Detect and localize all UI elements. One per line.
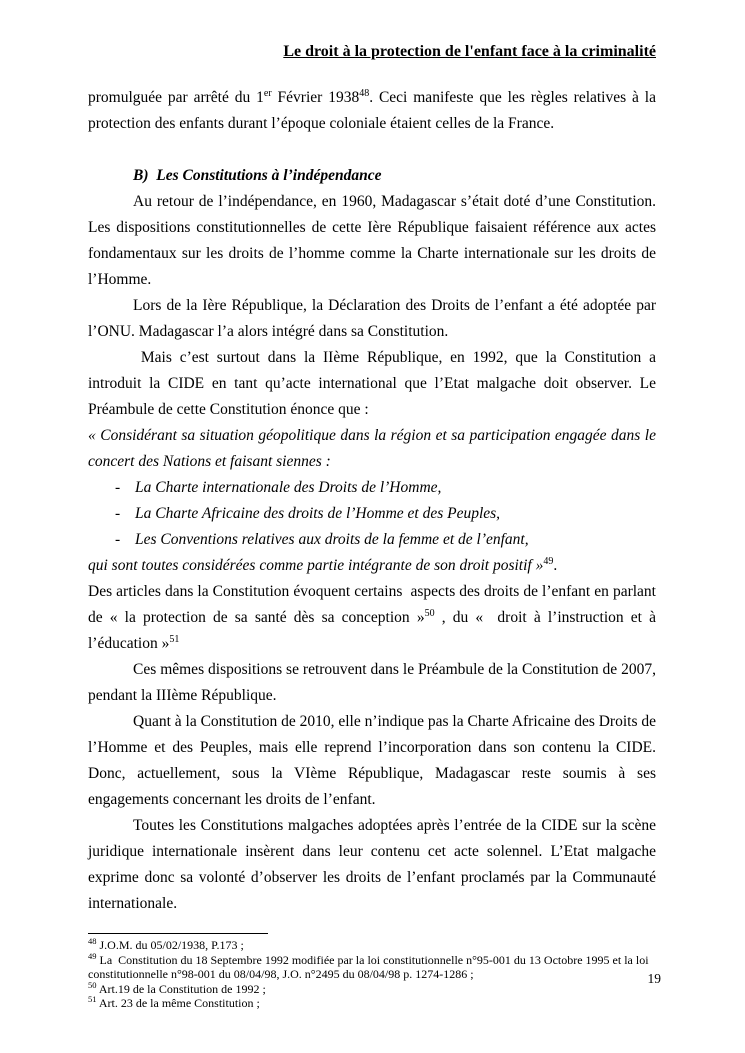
text-run: promulguée par arrêté du 1 (88, 89, 264, 106)
list-item-charte-internationale (88, 475, 656, 501)
footnote-marker-50: 50 (88, 979, 97, 990)
footnote-48 (88, 938, 656, 953)
list-item-text: La Charte internationale des Droits de l’Homme, (135, 479, 442, 496)
paragraph-toutes-les: Toutes les Constitutions malgaches adoptées après l’entrée de la CIDE sur la scène juridique internationale insèrent dans leur contenu cet acte solennel. L’Etat malgache exprime donc sa volonté d’observer les droits de l’enfant proclamés par la Communauté internationale. (88, 817, 660, 912)
paragraph-lors-de-la: Lors de la Ière République, la Déclaration des Droits de l’enfant a été adoptée par l’ONU. Madagascar l’a alors intégré dans sa Constitution. (88, 297, 660, 340)
footnote-50 (88, 979, 656, 997)
footnote-marker-48: 48 (88, 936, 97, 946)
section-heading-b: B) Les Constitutions à l’indépendance (133, 167, 382, 184)
text-run: Février 1938 (271, 89, 360, 106)
dash-bullet: - (115, 505, 121, 522)
footnotes-section (88, 933, 656, 1011)
footnote-ref-49: 49 (543, 555, 554, 567)
quote-list (88, 475, 656, 553)
list-item-conventions (88, 527, 656, 553)
paragraph-au-retour: Au retour de l’indépendance, en 1960, Madagascar s’était doté d’une Constitution. Les dispositions constitutionnelles de cette Ière République faisaient référence aux actes fondamentaux sur les droits de l’homme comme la Charte internationale sur les droits de l’Homme. (88, 193, 660, 288)
footnote-separator (88, 933, 268, 934)
paragraph-mais-cest: Mais c’est surtout dans la IIème République, en 1992, que la Constitution a introduit la CIDE en tant qu’acte international que l’Etat malgache doit observer. Le Préambule de cette Constitution énonce que : (88, 349, 660, 418)
paragraph-ces-memes: Ces mêmes dispositions se retrouvent dans le Préambule de la Constitution de 2007, pendant la IIIème République. (88, 661, 660, 704)
running-header-title: Le droit à la protection de l'enfant face à la criminalité (283, 43, 656, 60)
footnote-51 (88, 996, 656, 1011)
list-item-text: Les Conventions relatives aux droits de la femme et de l’enfant, (135, 531, 529, 548)
paragraph-promulguee (88, 85, 660, 137)
footnote-text: Art.19 de la Constitution de 1992 ; (96, 981, 266, 996)
text-run: . (553, 557, 558, 574)
footnote-text: J.O.M. du 05/02/1938, P.173 ; (96, 938, 244, 952)
footnote-ref-50: 50 (424, 607, 435, 619)
quote-end (88, 553, 656, 579)
page-number: 19 (647, 971, 661, 986)
list-item-text: La Charte Africaine des droits de l’Homme et des Peuples, (135, 505, 501, 522)
footnote-text: Art. 23 de la même Constitution ; (96, 996, 260, 1010)
footnote-ref-51: 51 (169, 633, 180, 645)
footnote-ref-48: 48 (359, 87, 370, 99)
text-run: , du « droit à l’instruction et à l’éducation » (88, 609, 660, 652)
superscript-er: er (263, 87, 272, 99)
footnote-marker-49: 49 (88, 950, 97, 961)
text-run: qui sont toutes considérées comme partie intégrante de son droit positif » (88, 557, 544, 574)
text-run: Des articles dans la Constitution évoquent certains aspects des droits de l’enfant en parlant de « la protection de sa santé dès sa conception » (88, 583, 660, 626)
dash-bullet: - (115, 531, 121, 548)
text-run: . Ceci manifeste que les règles relatives à la protection des enfants durant l’époque coloniale étaient celles de la France. (88, 89, 660, 132)
paragraph-quant-a: Quant à la Constitution de 2010, elle n’indique pas la Charte Africaine des Droits de l’Homme et des Peuples, mais elle reprend l’incorporation dans son contenu la CIDE. Donc, actuellement, sous la VIème République, Madagascar reste soumis à ses engagements concernant les droits de l’enfant. (88, 713, 660, 808)
footnote-text: La Constitution du 18 Septembre 1992 modifiée par la loi constitutionnelle n°95-001 du 13 Octobre 1995 et la loi constitutionnelle n°98-001 du 08/04/98, J.O. n°2495 du 08/04/98 p. 1274-1286 ; (88, 952, 652, 981)
footnote-49 (88, 950, 656, 982)
dash-bullet: - (115, 479, 121, 496)
footnote-marker-51: 51 (88, 994, 97, 1004)
quote-intro: « Considérant sa situation géopolitique dans la région et sa participation engagée dans le concert des Nations et faisant siennes : (88, 427, 660, 470)
list-item-charte-africaine (88, 501, 656, 527)
paragraph-des-articles (88, 579, 660, 657)
page-content (88, 42, 660, 1011)
